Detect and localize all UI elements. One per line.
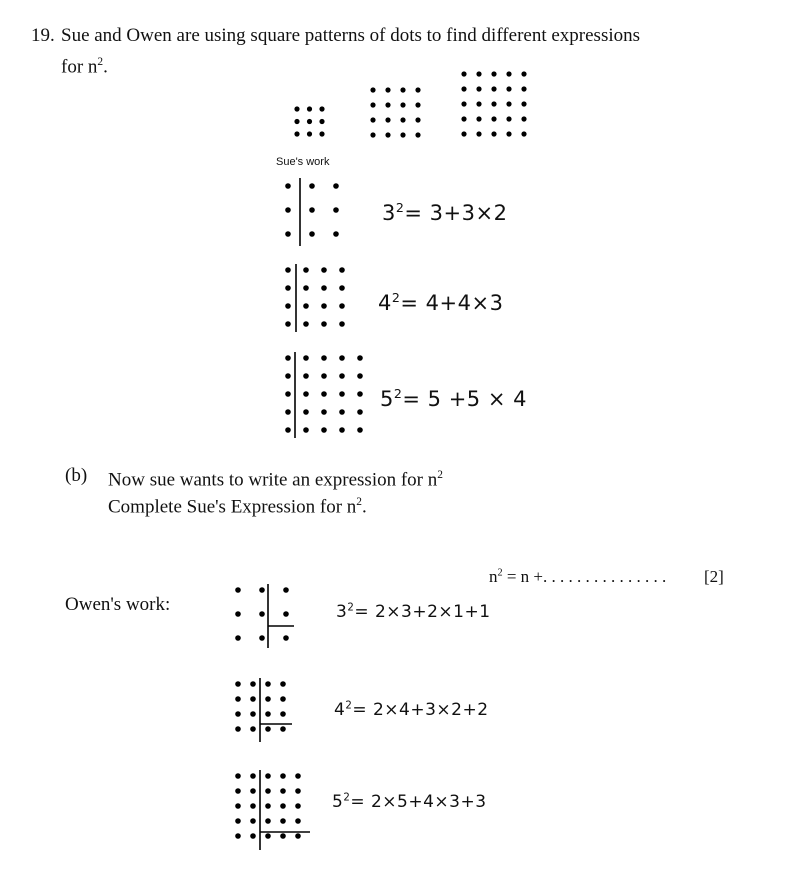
dot [285,355,291,361]
owen-expression-4-base: 4 [334,700,346,720]
dot [491,86,496,91]
dot [319,119,324,124]
sue-expression-4-rest: = 4+4×3 [400,291,504,315]
dot [285,267,291,273]
owen-expression-5 [332,792,487,812]
dot [321,409,327,415]
dot [235,611,241,617]
dot [321,285,327,291]
dot [295,818,301,824]
owen-expression-4-rest: = 2×4+3×2+2 [352,700,489,720]
dot [303,303,309,309]
question-text-line1: Sue and Owen are using square patterns of dots to find different expressions [61,25,641,46]
dot [370,132,375,137]
dot [259,611,265,617]
dot [250,711,256,717]
dot [250,788,256,794]
dot [339,427,345,433]
dot [250,726,256,732]
owen-expression-3-exp: 2 [347,602,355,614]
sue-expression-5-exp: 2 [393,386,403,401]
dot [265,818,271,824]
sue-expression-4-base: 4 [378,291,392,315]
dot [476,116,481,121]
part-b-line1-prefix: Now sue wants to write an expression for n [108,469,438,491]
sue-pattern-3 [278,176,348,251]
dot [250,818,256,824]
dot [339,267,345,273]
dot [294,119,299,124]
dot [285,303,291,309]
question-text-line2-prefix: for n [61,56,98,78]
owen-pattern-3 [230,582,300,650]
dot [283,587,289,593]
dot [265,696,271,702]
dot [265,773,271,779]
dot [506,86,511,91]
dot [309,207,315,213]
dot [491,71,496,76]
owen-expression-3-rest: = 2×3+2×1+1 [354,602,491,622]
part-b-line2-prefix: Complete Sue's Expression for n [108,496,357,518]
dot [303,391,309,397]
sue-expression-3-rest: = 3+3×2 [404,201,508,225]
dot [295,833,301,839]
dot [357,373,363,379]
dot [285,231,291,237]
dot [235,635,241,641]
dot [506,101,511,106]
dot [521,101,526,106]
dot [250,833,256,839]
dot [295,773,301,779]
sue-expression-4 [378,290,503,315]
dot [506,131,511,136]
part-b-line2-suffix: . [361,496,367,518]
dot-square-3x3 [290,102,330,142]
sue-expression-5-base: 5 [380,387,394,411]
dot [461,86,466,91]
dot [285,321,291,327]
dot [235,788,241,794]
owen-pattern-4 [230,676,300,744]
sue-expression-3 [382,200,507,225]
sue-expression-3-exp: 2 [395,200,405,215]
question-text-line2 [61,49,108,80]
dot [321,267,327,273]
question-text-line2-sup: 2 [97,56,104,68]
dot [294,131,299,136]
dot [235,803,241,809]
dot [280,696,286,702]
answer-sup: 2 [497,567,503,579]
answer-dots: = n +. . . . . . . . . . . . . . . [502,567,667,586]
dot [461,116,466,121]
dot [250,681,256,687]
owen-expression-5-exp: 2 [343,792,351,804]
dot [415,102,420,107]
dot [521,71,526,76]
owen-expression-4-exp: 2 [345,700,353,712]
dot [339,391,345,397]
dot [295,803,301,809]
dot [307,106,312,111]
dot [303,285,309,291]
owen-expression-3 [336,602,491,622]
dot [370,117,375,122]
dot [357,355,363,361]
dot [235,696,241,702]
dot [321,321,327,327]
dot [307,119,312,124]
dot [333,207,339,213]
dot [400,102,405,107]
dot [283,635,289,641]
dot [235,711,241,717]
dot [285,391,291,397]
dot [321,355,327,361]
dot [333,183,339,189]
answer-prefix: n [489,567,498,586]
dot [295,788,301,794]
dot [265,711,271,717]
dot [250,803,256,809]
marks-label: [2] [704,567,724,586]
part-b-label: (b) [65,465,88,486]
dot [461,71,466,76]
sue-expression-5-rest: = 5 +5 × 4 [402,387,527,411]
dot [370,102,375,107]
dot [235,833,241,839]
dot [339,355,345,361]
dot [400,117,405,122]
dot [491,116,496,121]
dot [259,587,265,593]
dot-square-4x4 [366,83,426,143]
dot [303,355,309,361]
dot [400,132,405,137]
owen-expression-4 [334,700,489,720]
dot [385,132,390,137]
owen-expression-5-base: 5 [332,792,344,812]
dot [521,86,526,91]
dot [321,373,327,379]
dot [385,102,390,107]
sue-pattern-5 [278,350,368,442]
owen-pattern-5 [230,768,315,853]
dot [321,391,327,397]
dot [303,373,309,379]
sue-work-label: Sue's work [276,156,330,168]
question-number: 19. [31,25,55,46]
dot [476,86,481,91]
owen-work-label: Owen's work: [65,594,171,615]
dot [319,131,324,136]
dot [339,321,345,327]
dot [235,681,241,687]
dot [280,818,286,824]
dot [285,409,291,415]
owen-expression-3-base: 3 [336,602,348,622]
dot [521,131,526,136]
dot [265,833,271,839]
dot [506,71,511,76]
dot [280,726,286,732]
dot [461,101,466,106]
part-b-line2-sup: 2 [356,496,362,508]
dot [280,833,286,839]
dot [476,101,481,106]
dot [319,106,324,111]
dot [415,117,420,122]
dot [461,131,466,136]
dot [309,231,315,237]
sue-expression-5 [380,386,527,411]
dot [321,303,327,309]
dot [339,303,345,309]
owen-expression-5-rest: = 2×5+4×3+3 [350,792,487,812]
dot [265,726,271,732]
dot [250,696,256,702]
dot [491,101,496,106]
dot-square-5x5 [457,67,532,143]
sue-expression-4-exp: 2 [391,290,401,305]
dot [235,587,241,593]
dot [285,207,291,213]
dot [309,183,315,189]
dot [285,427,291,433]
dot [303,409,309,415]
dot [339,409,345,415]
dot [259,635,265,641]
dot [415,87,420,92]
dot [280,803,286,809]
dot [303,427,309,433]
answer-line[interactable] [489,567,666,587]
dot [491,131,496,136]
sue-expression-3-base: 3 [382,201,396,225]
dot [385,117,390,122]
dot [521,116,526,121]
dot [250,773,256,779]
dot [303,321,309,327]
dot [415,132,420,137]
part-b-line1-sup: 2 [437,469,443,481]
dot [265,788,271,794]
dot [400,87,405,92]
dot [285,183,291,189]
dot [506,116,511,121]
dot [357,427,363,433]
dot [235,726,241,732]
dot [357,409,363,415]
part-b-line2 [108,489,367,520]
dot [476,71,481,76]
dot [333,231,339,237]
dot [265,681,271,687]
dot [476,131,481,136]
dot [370,87,375,92]
dot [307,131,312,136]
dot [294,106,299,111]
dot [280,788,286,794]
dot [235,773,241,779]
dot [280,773,286,779]
dot [235,818,241,824]
dot [339,285,345,291]
dot [339,373,345,379]
dot [303,267,309,273]
dot [285,285,291,291]
sue-pattern-4 [278,262,353,337]
question-text-line2-suffix: . [103,56,108,78]
dot [385,87,390,92]
dot [265,803,271,809]
dot [321,427,327,433]
dot [280,711,286,717]
dot [285,373,291,379]
dot [283,611,289,617]
dot [357,391,363,397]
dot [280,681,286,687]
